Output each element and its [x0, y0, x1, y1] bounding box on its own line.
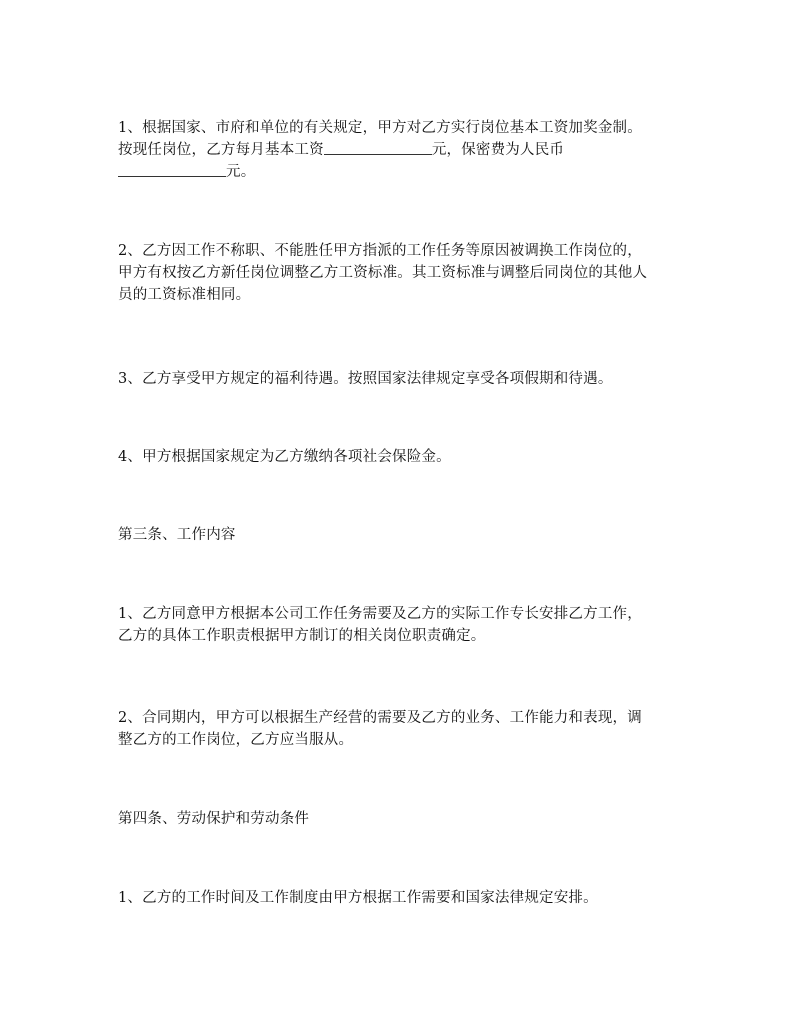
benefits-clause-paragraph: [118, 368, 678, 390]
section-heading-article-4: [118, 808, 678, 830]
paragraph-line: 4、甲方根据国家规定为乙方缴纳各项社会保险金。: [118, 449, 451, 465]
paragraph-line: [118, 139, 678, 161]
working-hours-clause-paragraph: [118, 887, 678, 909]
paragraph-line: 3、乙方享受甲方规定的福利待遇。按照国家法律规定享受各项假期和待遇。: [118, 371, 613, 387]
social-insurance-clause-paragraph: [118, 446, 678, 468]
paragraph-line: 甲方有权按乙方新任岗位调整乙方工资标准。其工资标准与调整后同岗位的其他人: [118, 265, 648, 281]
paragraph-line: 1、根据国家、市府和单位的有关规定，甲方对乙方实行岗位基本工资加奖金制。: [118, 120, 642, 136]
fill-in-blank-confidentiality-fee: [118, 162, 226, 177]
paragraph-text: 元。: [226, 164, 256, 180]
paragraph-line: 乙方的具体工作职责根据甲方制订的相关岗位职责确定。: [118, 628, 486, 644]
paragraph-line: 员的工资标准相同。: [118, 287, 251, 303]
paragraph-line: 1、乙方的工作时间及工作制度由甲方根据工作需要和国家法律规定安排。: [118, 890, 598, 906]
paragraph-text: 按现任岗位，乙方每月基本工资: [118, 142, 324, 158]
salary-clause-paragraph: [118, 117, 678, 183]
paragraph-line: 整乙方的工作岗位，乙方应当服从。: [118, 732, 354, 748]
paragraph-line: [118, 161, 678, 183]
section-heading-article-3: [118, 524, 678, 546]
paragraph-line: 1、乙方同意甲方根据本公司工作任务需要及乙方的实际工作专长安排乙方工作，: [118, 606, 642, 622]
paragraph-line: 2、乙方因工作不称职、不能胜任甲方指派的工作任务等原因被调换工作岗位的，: [118, 243, 642, 259]
fill-in-blank-base-salary: [324, 140, 432, 155]
section-heading-text: 第三条、工作内容: [118, 527, 236, 543]
position-adjustment-clause-paragraph: [118, 707, 678, 751]
reassignment-clause-paragraph: [118, 240, 678, 306]
paragraph-line: 2、合同期内，甲方可以根据生产经营的需要及乙方的业务、工作能力和表现，调: [118, 710, 642, 726]
section-heading-text: 第四条、劳动保护和劳动条件: [118, 811, 310, 827]
work-assignment-clause-paragraph: [118, 603, 678, 647]
paragraph-text: 元，保密费为人民币: [431, 142, 565, 158]
